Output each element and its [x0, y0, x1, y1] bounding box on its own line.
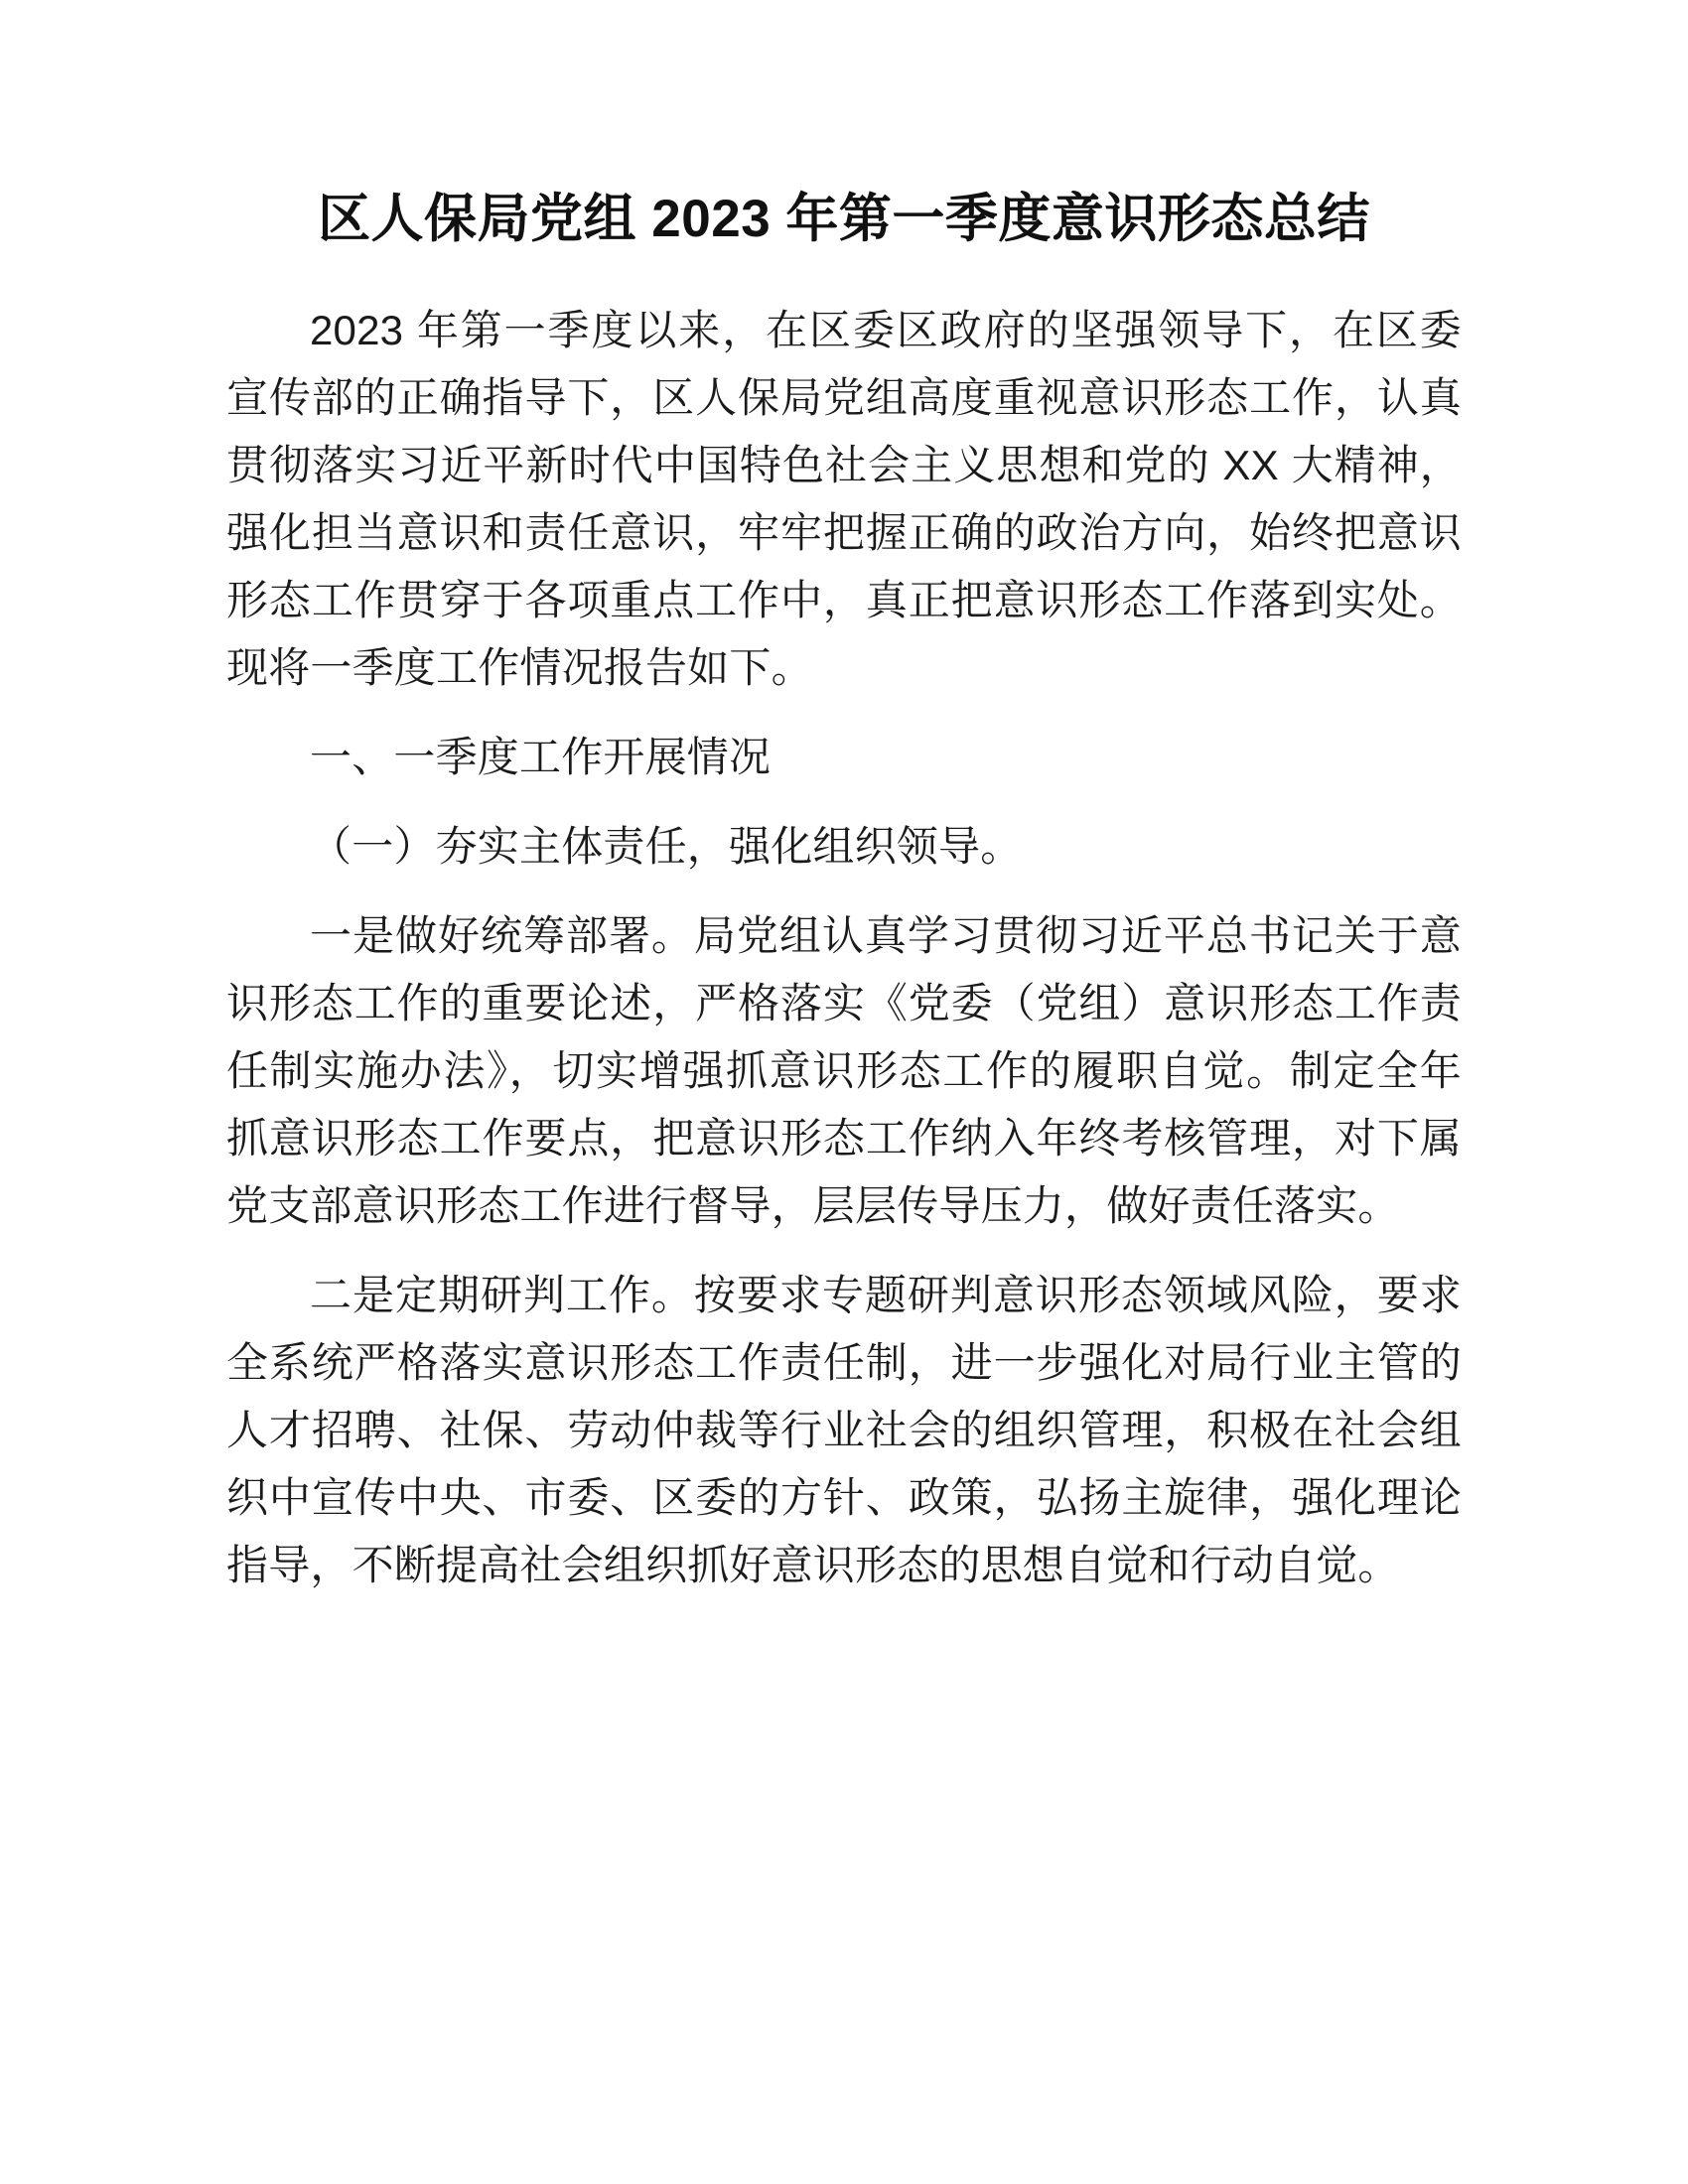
- paragraph-point-1: 一是做好统筹部署。局党组认真学习贯彻习近平总书记关于意识形态工作的重要论述，严格落实《党委（党组）意识形态工作责任制实施办法》，切实增强抓意识形态工作的履职自觉。制定全年抓意识形态工作要点，把意识形态工作纳入年终考核管理，对下属党支部意识形态工作进行督导，层层传导压力，做好责任落实。: [226, 911, 1462, 1229]
- section-heading-1: 一、一季度工作开展情况: [310, 733, 772, 780]
- subsection-heading-1-1: （一）夯实主体责任，强化组织领导。: [310, 822, 1023, 870]
- page-title: 区人保局党组 2023 年第一季度意识形态总结: [318, 190, 1370, 248]
- paragraph-intro: 2023 年第一季度以来，在区委区政府的坚强领导下，在区委宣传部的正确指导下，区人保局党组高度重视意识形态工作，认真贯彻落实习近平新时代中国特色社会主义思想和党的 XX 大精神，强化担当意识和责任意识，牢牢把握正确的政治方向，始终把意识形态工作贯穿于各项重点工作中，真正把意识形态工作落到实处。现将一季度工作情况报告如下。: [226, 306, 1462, 691]
- paragraph-point-2: 二是定期研判工作。按要求专题研判意识形态领域风险，要求全系统严格落实意识形态工作责任制，进一步强化对局行业主管的人才招聘、社保、劳动仲裁等行业社会的组织管理，积极在社会组织中宣传中央、市委、区委的方针、政策，弘扬主旋律，强化理论指导，不断提高社会组织抓好意识形态的思想自觉和行动自觉。: [226, 1271, 1462, 1589]
- document-body: [226, 297, 1462, 1600]
